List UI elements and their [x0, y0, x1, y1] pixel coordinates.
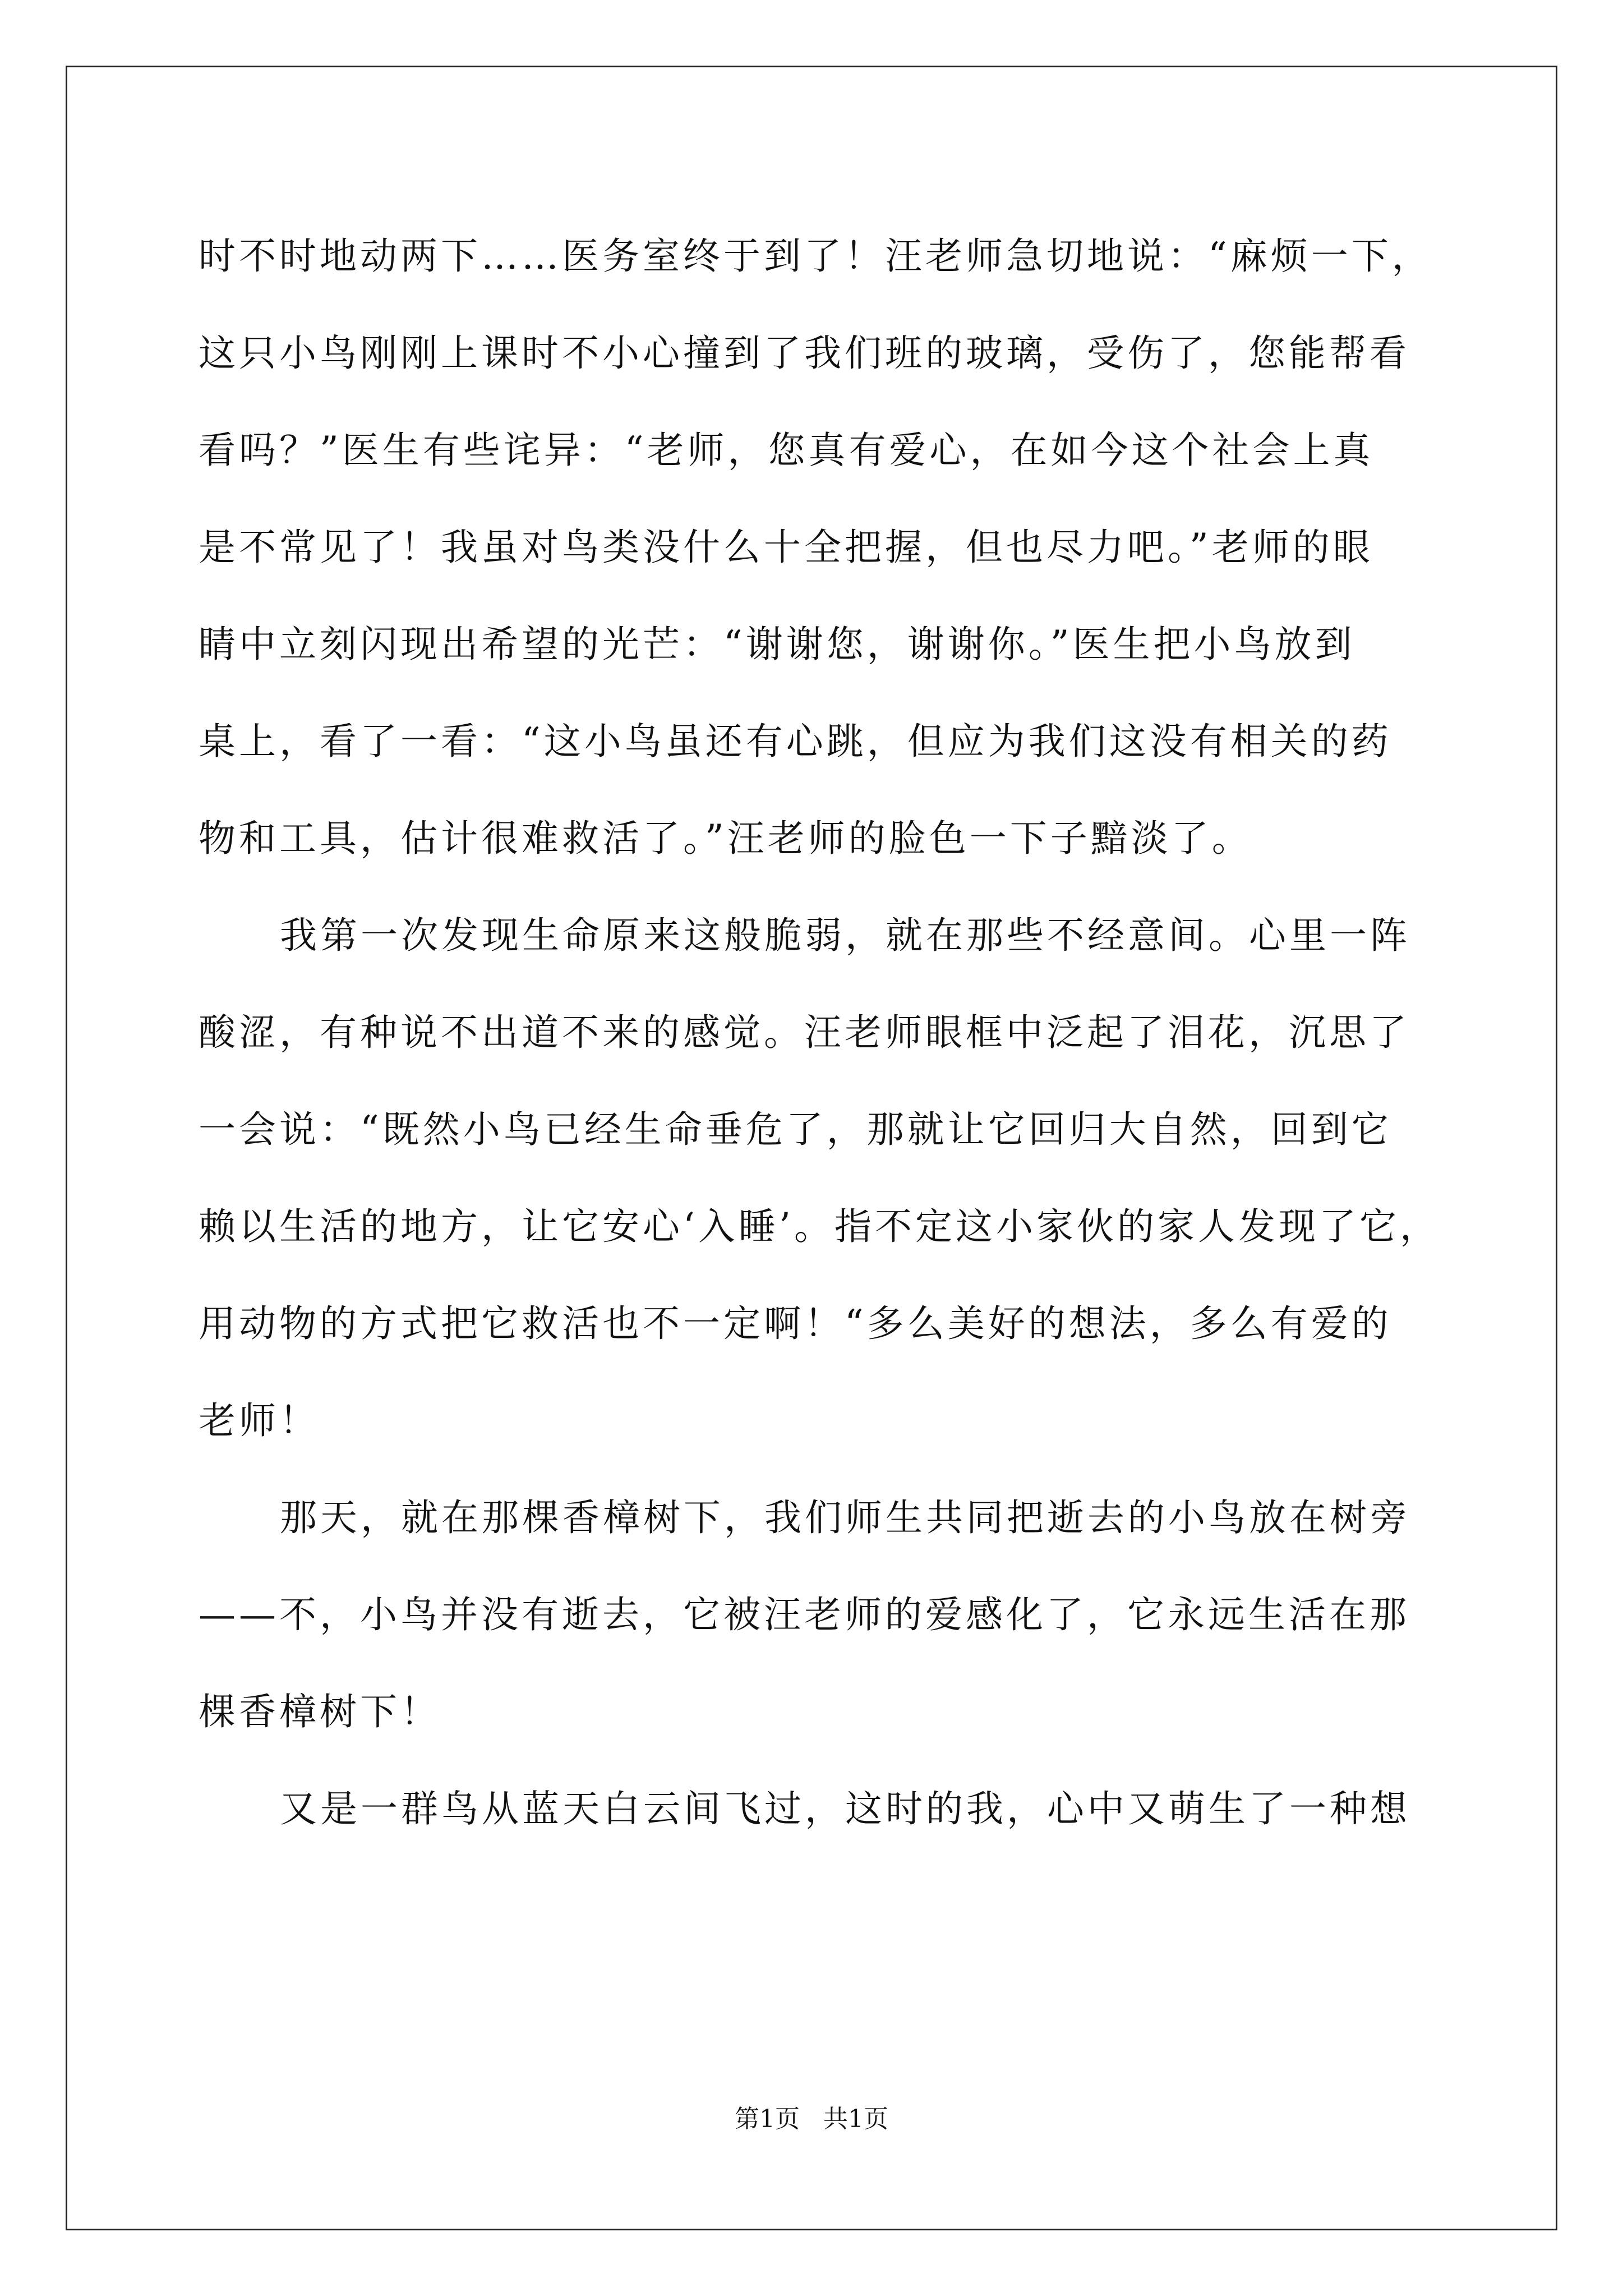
text-line: 酸涩，有种说不出道不来的感觉。汪老师眼框中泛起了泪花，沉思了: [199, 1011, 1410, 1054]
paragraph-start-line: 又是一群鸟从蓝天白云间飞过，这时的我，心中又萌生了一种想: [280, 1787, 1410, 1830]
text-line: 桌上，看了一看：“这小鸟虽还有心跳，但应为我们这没有相关的药: [199, 720, 1392, 763]
page-footer: 第1页 共1页: [735, 2105, 888, 2133]
text-line: ——不，小鸟并没有逝去，它被汪老师的爱感化了，它永远生活在那: [199, 1593, 1410, 1636]
text-line: 这只小鸟刚刚上课时不小心撞到了我们班的玻璃，受伤了，您能帮看: [199, 332, 1410, 375]
text-line: 老师！: [199, 1399, 320, 1442]
text-line: 时不时地动两下……医务室终于到了！汪老师急切地说：“麻烦一下，: [199, 234, 1432, 278]
paragraph-start-line: 我第一次发现生命原来这般脆弱，就在那些不经意间。心里一阵: [280, 914, 1410, 957]
paragraph-start-line: 那天，就在那棵香樟树下，我们师生共同把逝去的小鸟放在树旁: [280, 1496, 1410, 1539]
document-body: [199, 208, 1440, 1857]
text-line: 一会说：“既然小鸟已经生命垂危了，那就让它回归大自然，回到它: [199, 1108, 1392, 1151]
text-line: 赖以生活的地方，让它安心‘入睡’。指不定这小家伙的家人发现了它，: [199, 1205, 1440, 1248]
text-line: 用动物的方式把它救活也不一定啊！“多么美好的想法，多么有爱的: [199, 1302, 1392, 1345]
text-line: 是不常见了！我虽对鸟类没什么十全把握，但也尽力吧。”老师的眼: [199, 526, 1373, 569]
text-line: 物和工具，估计很难救活了。”汪老师的脸色一下子黯淡了。: [199, 817, 1252, 860]
text-line: 睛中立刻闪现出希望的光芒：“谢谢您，谢谢你。”医生把小鸟放到: [199, 623, 1355, 666]
text-line: 看吗？”医生有些诧异：“老师，您真有爱心，在如今这个社会上真: [199, 429, 1374, 472]
text-line: 棵香樟树下！: [199, 1690, 441, 1733]
